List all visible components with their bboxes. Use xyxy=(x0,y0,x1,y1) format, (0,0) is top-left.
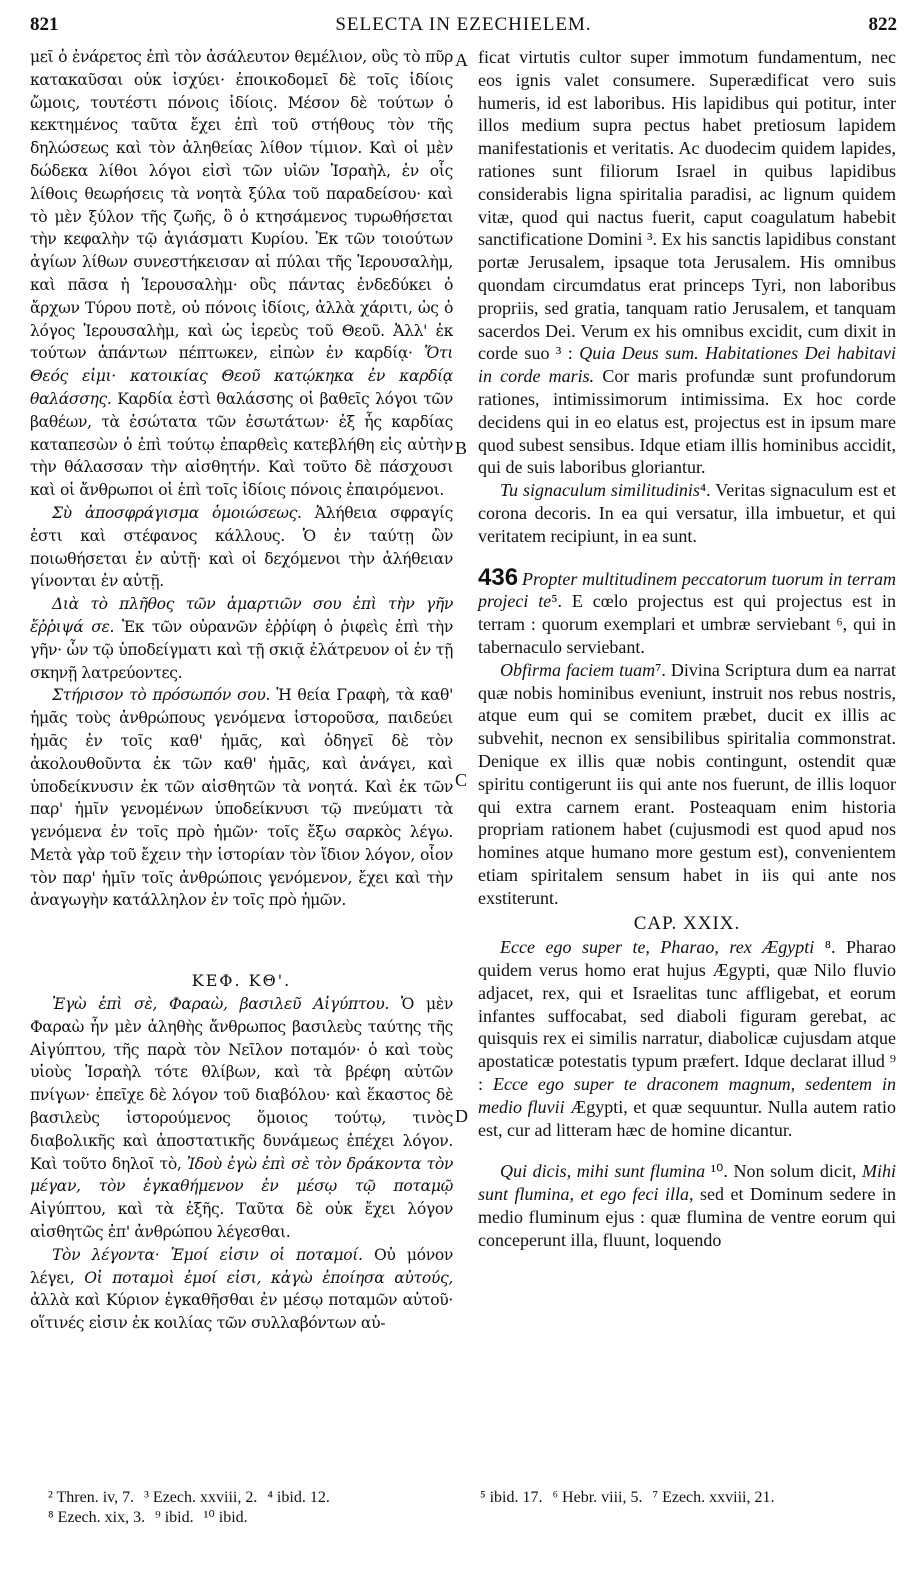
page-number-right: 822 xyxy=(868,14,897,35)
footnote: ⁴ ibid. 12. xyxy=(267,1489,330,1506)
page-number-left: 821 xyxy=(30,14,59,35)
latin-column xyxy=(478,46,896,1252)
greek-paragraph: Στήρισον τὸ πρόσωπόν σου. Ἡ θεία Γραφὴ, τὰ καθ' ἡμᾶς τοὺς ἀνθρώπους γενόμενα ἱστοροῦσα, παιδεύει ἡμᾶς ἐν τοῖς καθ' ἡμᾶς, καὶ ὁδηγεῖ δὲ τὸν ἀκολουθοῦντα ἐκ τῶν καθ' ἡμᾶς, καὶ ἀνάγει, καὶ ὑποδείκνυσιν ἐκ τῶν αἰσθητῶν τὰ νοητά. Καὶ ἐκ τῶν παρ' ἡμῖν γενομένων ὑποδείκνυσι τῷ πνεύματι τὰ γενόμενα ἐν τοῖς πρὸ ἡμῶν· τοῖς ἔξω σαρκὸς λέγω. Μετὰ γὰρ τοῦ ἔχειν τὴν ἱστορίαν τὸν ἴδιον λόγον, οἷον τὸν παρ' ἡμῖν τοῖς ἀνθρώποις γενόμενον, ἔχει καὶ τὴν ἀναγωγὴν κατάλληλον ἐν τοῖς πρὸ ἡμῶν. xyxy=(30,686,454,910)
greek-chapter-heading: ΚΕΦ. ΚΘ'. xyxy=(191,971,292,991)
margin-letter-c: C xyxy=(455,770,468,790)
latin-paragraph: 436 Propter multitudinem peccatorum tuorum in terram projeci te⁵. E cœlo projectus est qui projectus est in terram : quorum exemplari et umbræ serviebant ⁶, qui in tabernaculo serviebant. xyxy=(478,563,896,657)
margin-letter-d: D xyxy=(455,1106,468,1126)
latin-paragraph: Ecce ego super te, Pharao, rex Ægypti ⁸. Pharao quidem verus homo erat hujus Ægypti, quæ Nilo fluvio adjacet, rex, qui et Israelitas tunc affligebat, et eorum infantes suffocabat, sed diaboli figuram gerebat, ac quisquis rex ei similis narratur, diabolicæ cujusdam atque apostaticæ potestatis typum præfert. Idque declarat illud ⁹ : Ecce ego super te draconem magnum, sedentem in medio fluvii Ægypti, et quæ sequuntur. Nulla autem ratio est, cur ad litteram hæc de homine dicantur. xyxy=(478,937,897,1140)
greek-paragraph: Διὰ τὸ πλῆθος τῶν ἁμαρτιῶν σου ἐπὶ τὴν γῆν ἔῤῥιψά σε. Ἐκ τῶν οὐρανῶν ἐῤῥίφη ὁ ῥιφεὶς ἐπὶ τὴν γῆν· ὧν τῷ ὑποδείγματι καὶ τῇ σκιᾷ ἐλάτρευον οἱ ἐν τῇ σκηνῇ λατρεύοντες. xyxy=(30,595,453,682)
footnote: ⁹ ibid. xyxy=(155,1509,194,1526)
greek-paragraph: Τὸν λέγοντα· Ἐμοί εἰσιν οἱ ποταμοί. Οὐ μόνον λέγει, Οἱ ποταμοὶ ἐμοί εἰσι, κἀγὼ ἐποίησα αὐτούς, ἀλλὰ καὶ Κύριον ἐγκαθῆσθαι ἐν μέσῳ ποταμῶν αὐτοῦ· οἵτινές εἰσιν ἐκ κοιλίας τῶν συλλαβόντων αὐ- xyxy=(30,1245,454,1333)
footnote: ⁵ ibid. 17. xyxy=(480,1489,543,1506)
latin-paragraph: Obfirma faciem tuam⁷. Divina Scriptura dum ea narrat quæ nobis hominibus eveniunt, instruit nos rebus nostris, atque eum qui se comitem præbet, ducit ex illis ac subvehit, necnon ex sensibilibus spiritalia commonstrat. Denique ex illis quæ nobis contingunt, ostendit quæ spiritu contigerunt iis qui ante nos fuerunt, de illis loquor qui extra carnem erant. Posteaquam enim historia propriam rationem habet (cujusmodi est quod apud nos homines atque humano more gestum est), convenientem etiam spiritalem sensum habet in iis qui ante nos exstiterunt. xyxy=(478,659,896,908)
footnotes-right xyxy=(480,1488,896,1508)
footnote: ⁷ Ezech. xxviii, 21. xyxy=(652,1489,775,1506)
latin-paragraph: ficat virtutis cultor super immotum fundamentum, nec eos ignis valet consumere. Superædificat vero suis humeris, id est laboribus. His lapidibus qui potitur, inter illos medium supra pectus habet pretiosum lapidem manifestationis et veritatis. Ac duodecim quidem lapides, rationes sunt filiorum Israel in quibus lapidibus considerabis ligna spiritalia paradisi, ac lignum quidem vitæ, quod qui nactus fuerit, caput coagulatum habebit sanctificatione Domini ³. Ex his sanctis lapidibus constant portæ Jerusalem, ipsaque tota Jerusalem. His omnibus quondam circumdatus erat princeps Tyri, non laboribus propriis, sed gratia, tanquam ratio Jerusalem, et tanquam sacerdos Dei. Verum ex his omnibus excidit, cum dixit in corde suo ³ : Quia Deus sum. Habitationes Dei habitavi in corde maris. Cor maris profundæ sunt profundorum rationes, intimissimorum intimissima. Ex hoc corde decidens qui in eo elatus est, projectus est in ipsum mare quod subest sensibus. Idque etiam illis hominibus accidit, qui de suis laboribus gloriantur. xyxy=(478,47,897,478)
footnote: ³ Ezech. xxviii, 2. xyxy=(144,1489,258,1506)
latin-paragraph: Tu signaculum similitudinis⁴. Veritas signaculum est et corona decoris. In ea qui versatur, illa imbuetur, et qui veritatem recipiunt, in ea sunt. xyxy=(478,480,897,546)
section-number: 436 xyxy=(478,563,519,591)
footnotes-left xyxy=(48,1488,448,1528)
greek-paragraph: Ἐγὼ ἐπὶ σὲ, Φαραὼ, βασιλεῦ Αἰγύπτου. Ὁ μὲν Φαραὼ ἦν μὲν ἀληθὴς ἄνθρωπος βασιλεὺς ταύτης τῆς Αἰγύπτου, τῆς παρὰ τὸν Νεῖλον ποταμόν· ὁ καὶ τοὺς υἱοὺς Ἰσραὴλ τότε θλίβων, καὶ τὰ βρέφη αὐτῶν πνίγων· ἐπεῖχε δὲ λόγον τοῦ διαβόλου· καὶ ἕκαστος δὲ βασιλεὺς ἱστορούμενος ὅμοιος τούτῳ, τινὸς διαβολικῆς καὶ ἀποστατικῆς δυνάμεως ἐπέχει λόγον. Καὶ τοῦτο δηλοῖ τὸ, Ἰδοὺ ἐγὼ ἐπὶ σὲ τὸν δράκοντα τὸν μέγαν, τὸν ἐγκαθήμενον ἐν μέσῳ τῷ ποταμῷ Αἰγύπτου, καὶ τὰ ἑξῆς. Ταῦτα δὲ οὐκ ἔχει λόγον αἰσθητῶς ἐπ' ἀνθρώπου λέγεσθαι. xyxy=(30,995,454,1242)
page-header xyxy=(30,14,897,42)
greek-paragraph: Σὺ ἀποσφράγισμα ὁμοιώσεως. Ἀλήθεια σφραγίς ἐστι καὶ στέφανος κάλλους. Ὁ ἐν ταύτῃ ὢν ποιωθήσεται ἐν αὐτῇ· καὶ οἱ δεχόμενοι τὴν ἀλήθειαν γίνονται ἐν αὐτῇ. xyxy=(30,503,453,591)
footnote: ² Thren. iv, 7. xyxy=(48,1489,135,1506)
footnote: ⁶ Hebr. viii, 5. xyxy=(552,1489,643,1506)
greek-paragraph: μεῖ ὁ ἐνάρετος ἐπὶ τὸν ἀσάλευτον θεμέλιον, οὓς τὸ πῦρ κατακαῦσαι οὐκ ἰσχύει· ἐποικοδομεῖ δὲ τοῖς ἰδίοις ὤμοις, τουτέστι πόνοις ἰδίοις. Μέσον δὲ τούτων ὁ κεκτημένος ταῦτα ἔχει ἐπὶ τοῦ στήθους τὸν τῆς δηλώσεως καὶ τὸν ἀληθείας λίθον τίμιον. Καὶ οἱ μὲν δώδεκα λίθοι λόγοι εἰσὶ τῶν υἱῶν Ἰσραὴλ, ἐν οἷς λίθοις θεωρήσεις τὰ νοητὰ ξύλα τοῦ παραδείσου· καὶ τὸ μὲν ξύλον τῆς ζωῆς, ὃ ὁ κτησάμενος τυρωθήσεται τὴν κεφαλὴν τῷ ἁγιάσματι Κυρίου. Ἐκ τῶν τοιούτων ἁγίων λίθων συνεστήκεισαν αἱ πύλαι τῆς Ἱερουσαλὴμ, καὶ πᾶσα ἡ Ἱερουσαλὴμ· οὓς πάντας ἐνδεδύκει ὁ ἄρχων Τύρου ποτὲ, οὐ πόνοις ἰδίοις, ἀλλὰ χάριτι, ὡς ὁ λόγος Ἱερουσαλὴμ, καὶ ὡς ἱερεὺς τοῦ Θεοῦ. Ἀλλ' ἐκ τούτων ἁπάντων πέπτωκεν, εἰπὼν ἐν καρδίᾳ· Ὅτι Θεός εἰμι· κατοικίας Θεοῦ κατῴκηκα ἐν καρδίᾳ θαλάσσης. Καρδία ἐστὶ θαλάσσης οἱ βαθεῖς λόγοι τῶν βαθέων, τὰ ἐσώτατα τῶν ἐσωτάτων· ἐξ ἧς καρδίας καταπεσὼν ὁ ἐπὶ τούτῳ ἐπαρθεὶς κατεβλήθη εἰς αὐτὴν τὴν θάλασσαν τὴν αἰσθητήν. Καὶ τοῦτο δὲ πάσχουσι καὶ οἱ ἄνθρωποι οἱ ἐπὶ τοῖς ἰδίοις πόνοις ἐπαιρόμενοι. xyxy=(30,48,454,500)
footnote: ⁸ Ezech. xix, 3. xyxy=(48,1509,146,1526)
latin-chapter-heading: CAP. XXIX. xyxy=(633,913,741,935)
greek-column xyxy=(30,46,453,1335)
latin-paragraph: Qui dicis, mihi sunt flumina ¹⁰. Non solum dicit, Mihi sunt flumina, et ego feci illa, sed et Dominum sedere in medio fluminum ejus : quæ flumina de ventre eorum qui conceperunt illa, fluunt, loquendo xyxy=(478,1161,896,1250)
footnote: ¹⁰ ibid. xyxy=(203,1509,248,1526)
running-title: SELECTA IN EZECHIELEM. xyxy=(335,14,592,35)
margin-letter-a: A xyxy=(455,50,468,70)
margin-letter-b: B xyxy=(455,438,468,458)
